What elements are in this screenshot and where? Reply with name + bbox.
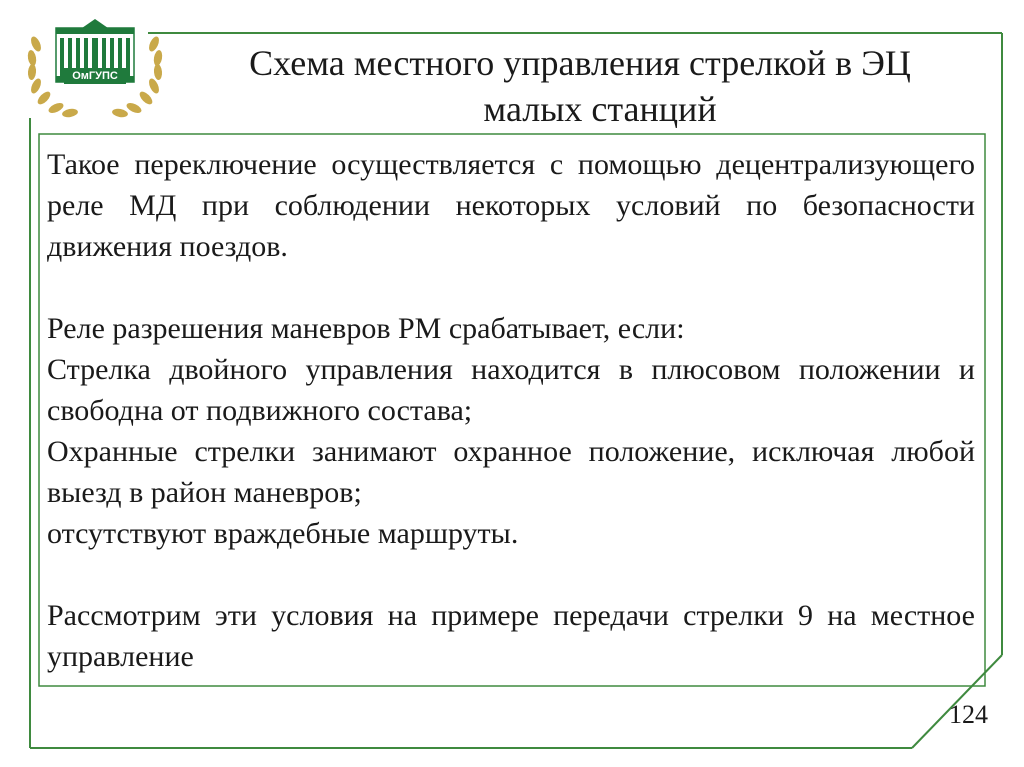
paragraph-conditions-intro: Реле разрешения маневров РМ срабатывает, если:	[47, 312, 685, 345]
university-logo	[20, 14, 170, 122]
paragraph-example: Рассмотрим эти условия на примере передачи стрелки 9 на местное управление	[47, 599, 975, 673]
logo-label: ОмГУПС	[72, 70, 118, 82]
page-number: 124	[949, 700, 988, 729]
slide-title	[200, 40, 960, 132]
slide-content	[47, 144, 975, 677]
spacer	[47, 554, 975, 595]
condition-item-1: Стрелка двойного управления находится в плюсовом положении и свободна от подвижного состава;	[47, 353, 975, 427]
title-line-1: Схема местного управления стрелкой в ЭЦ	[249, 43, 911, 83]
condition-item-2: Охранные стрелки занимают охранное положение, исключая любой выезд в район маневров;	[47, 435, 975, 509]
paragraph-intro: Такое переключение осуществляется с помощью децентрализующего реле МД при соблюдении некоторых условий по безопасности движения поездов.	[47, 148, 975, 263]
condition-item-3: отсутствуют враждебные маршруты.	[47, 517, 519, 550]
spacer	[47, 267, 975, 308]
title-line-2: малых станций	[483, 89, 717, 129]
